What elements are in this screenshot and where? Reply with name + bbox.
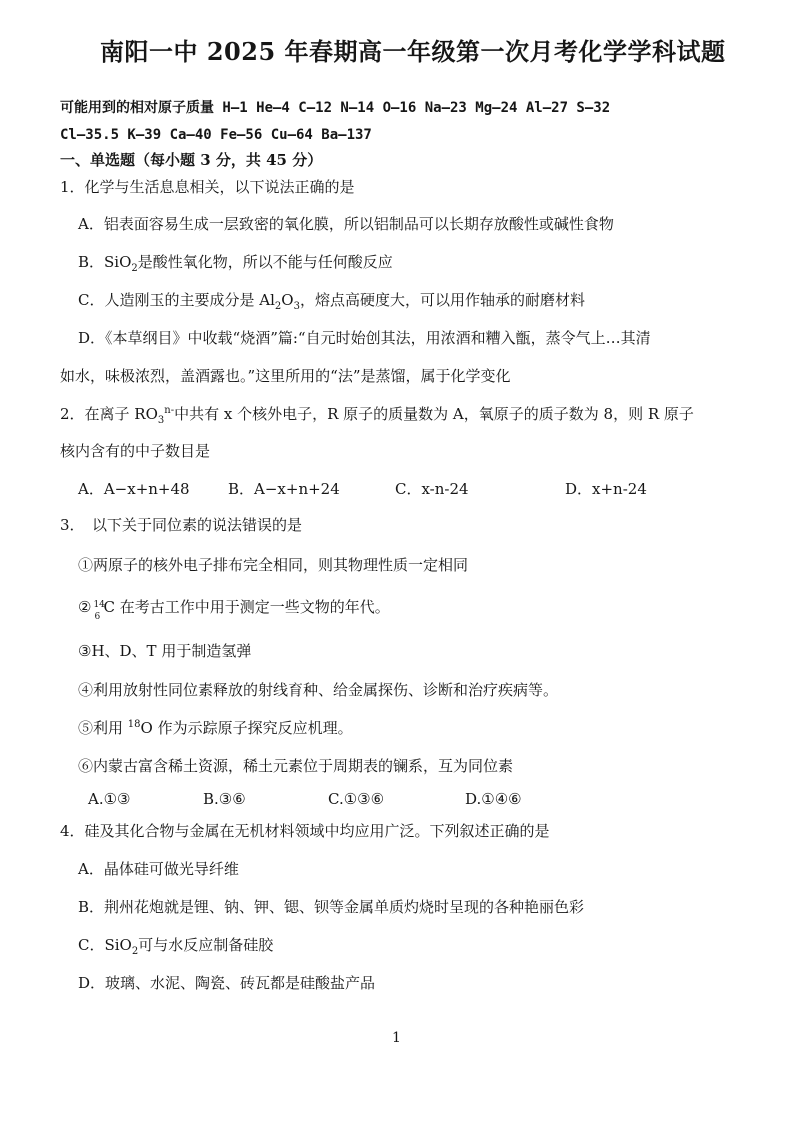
question-3-option-c: C.①③⑥ — [328, 790, 385, 808]
atomic-mass-line-1: 可能用到的相对原子质量 H—1 He—4 C—12 N—14 O—16 Na—23 Mg—24 Al—27 S—32 — [60, 100, 611, 116]
question-3-option-b: B.③⑥ — [203, 790, 246, 808]
question-2-option-a: A．A−x+n+48 — [78, 480, 190, 498]
isotope-notation: 14 6 — [93, 600, 105, 622]
question-1-option-d-line-2: 如水，味极浓烈，盖酒露也。”这里所用的“法”是蒸馏，属于化学变化 — [60, 367, 511, 385]
atomic-mass-line-2: Cl—35.5 K—39 Ca—40 Fe—56 Cu—64 Ba—137 — [60, 127, 372, 143]
question-3-statement-6: ⑥内蒙古富含稀土资源，稀土元素位于周期表的镧系，互为同位素 — [78, 757, 514, 775]
question-3-option-d: D.①④⑥ — [465, 790, 522, 808]
question-3-statement-1: ①两原子的核外电子排布完全相同，则其物理性质一定相同 — [78, 556, 469, 574]
question-4-option-d: D．玻璃、水泥、陶瓷、砖瓦都是硅酸盐产品 — [78, 974, 376, 992]
question-3-statement-5: ⑤利用 $^{18}$O 作为示踪原子探究反应机理。 — [78, 719, 353, 737]
question-1-option-c: C．人造刚玉的主要成分是 $Al_2O_3$，熔点高硬度大，可以用作轴承的耐磨材料 — [78, 291, 585, 312]
question-4-option-b: B．荆州花炮就是锂、钠、钾、锶、钡等金属单质灼烧时呈现的各种艳丽色彩 — [78, 898, 585, 916]
question-1-option-a: A．铝表面容易生成一层致密的氧化膜，所以铝制品可以长期存放酸性或碱性食物 — [78, 215, 614, 233]
section-heading-single-choice: 一、单选题（每小题 3 分，共 45 分） — [60, 151, 323, 169]
question-2-option-c: C．x-n-24 — [395, 480, 469, 498]
question-2-option-d: D．x+n-24 — [565, 480, 647, 498]
question-1-stem: 1．化学与生活息息相关，以下说法正确的是 — [60, 178, 355, 196]
exam-title: 南阳一中 2025 年春期高一年级第一次月考化学学科试题 — [100, 37, 726, 66]
question-4-option-c: C．SiO$_2$可与水反应制备硅胶 — [78, 936, 274, 957]
page-number: 1 — [392, 1030, 401, 1046]
question-1-option-d-line-1: D．《本草纲目》中收载“烧酒”篇:“自元时始创其法，用浓酒和糟入甑，蒸令气上…其清 — [78, 329, 651, 347]
question-3-statement-4: ④利用放射性同位素释放的射线育种、给金属探伤、诊断和治疗疾病等。 — [78, 681, 559, 699]
question-4-option-a: A．晶体硅可做光导纤维 — [78, 860, 239, 878]
question-4-stem: 4．硅及其化合物与金属在无机材料领域中均应用广泛。下列叙述正确的是 — [60, 822, 550, 840]
question-1-option-b: B．SiO$_2$是酸性氧化物，所以不能与任何酸反应 — [78, 253, 393, 274]
question-3-statement-2: ② 14 6 C 在考古工作中用于测定一些文物的年代。 — [78, 598, 390, 622]
question-2-stem: 2．在离子 $RO_3^{n-}$中共有 x 个核外电子，R 原子的质量数为 A，氧原子的质子数为 8，则 R 原子 — [60, 405, 694, 426]
question-2-option-b: B．A−x+n+24 — [228, 480, 340, 498]
question-3-option-a: A.①③ — [88, 790, 131, 808]
question-2-stem-line-2: 核内含有的中子数目是 — [60, 442, 211, 460]
question-3-statement-3: ③H、D、T 用于制造氢弹 — [78, 642, 252, 660]
question-3-stem: 3． 以下关于同位素的说法错误的是 — [60, 516, 303, 534]
